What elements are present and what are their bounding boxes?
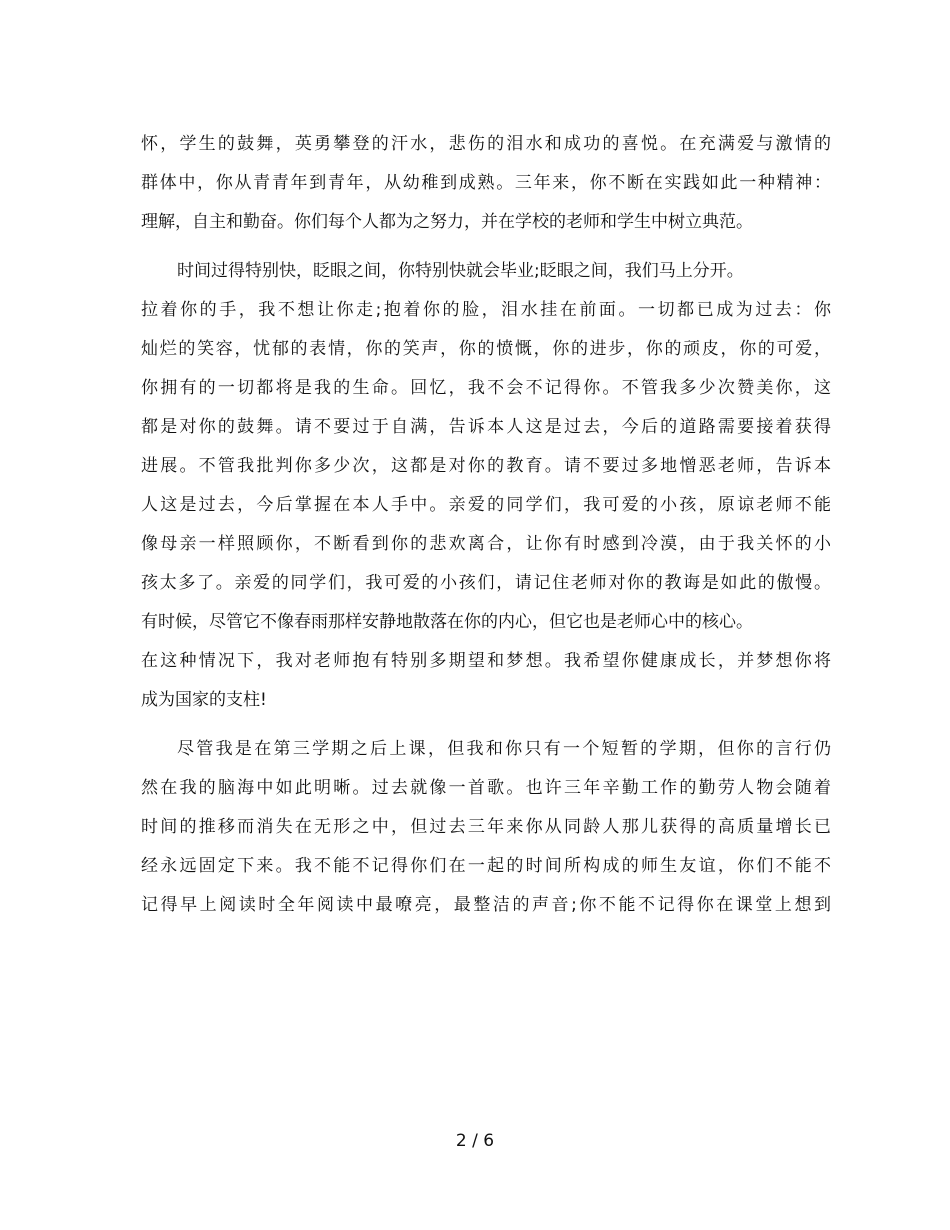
text-line: 在这种情况下，我对老师抱有特别多期望和梦想。我希望你健康成长，并梦想你将 bbox=[141, 651, 831, 671]
text-line: 经永远固定下来。我不能不记得你们在一起的时间所构成的师生友谊，你们不能不 bbox=[141, 856, 831, 876]
text-line: 尽管我是在第三学期之后上课，但我和你只有一个短暂的学期，但你的言行仍 bbox=[177, 739, 831, 759]
text-line: 群体中，你从青青年到青年，从幼稚到成熟。三年来，你不断在实践如此一种精神： bbox=[141, 173, 831, 193]
text-line: 理解，自主和勤奋。你们每个人都为之努力，并在学校的老师和学生中树立典范。 bbox=[141, 212, 753, 232]
text-line: 有时候，尽管它不像春雨那样安静地散落在你的内心，但它也是老师心中的核心。 bbox=[141, 612, 753, 632]
text-line: 都是对你的鼓舞。请不要过于自满，告诉本人这是过去，今后的道路需要接着获得 bbox=[141, 417, 831, 437]
text-line: 你拥有的一切都将是我的生命。回忆，我不会不记得你。不管我多少次赞美你，这 bbox=[141, 378, 831, 398]
text-line: 成为国家的支柱! bbox=[141, 690, 267, 710]
text-line: 时间的推移而消失在无形之中，但过去三年来你从同龄人那儿获得的高质量增长已 bbox=[141, 817, 831, 837]
text-line: 孩太多了。亲爱的同学们，我可爱的小孩们，请记住老师对你的教诲是如此的傲慢。 bbox=[141, 573, 831, 593]
paragraph-1 bbox=[141, 125, 831, 242]
text-line: 灿烂的笑容，忧郁的表情，你的笑声，你的愤慨，你的进步，你的顽皮，你的可爱， bbox=[141, 339, 831, 359]
paragraph-3 bbox=[141, 730, 831, 925]
text-line: 像母亲一样照顾你，不断看到你的悲欢离合，让你有时感到冷漠，由于我关怀的小 bbox=[141, 534, 831, 554]
paragraph-gap bbox=[141, 720, 831, 730]
body-text bbox=[141, 125, 831, 925]
text-line: 然在我的脑海中如此明晰。过去就像一首歌。也许三年辛勤工作的勤劳人物会随着 bbox=[141, 778, 831, 798]
text-line: 进展。不管我批判你多少次，这都是对你的教育。请不要过多地憎恶老师，告诉本 bbox=[141, 456, 831, 476]
paragraph-2 bbox=[141, 252, 831, 720]
text-line: 拉着你的手，我不想让你走;抱着你的脸，泪水挂在前面。一切都已成为过去：你 bbox=[141, 300, 831, 320]
paragraph-gap bbox=[141, 242, 831, 252]
text-line: 怀，学生的鼓舞，英勇攀登的汗水，悲伤的泪水和成功的喜悦。在充满爱与激情的 bbox=[141, 134, 831, 154]
text-line: 时间过得特别快，眨眼之间，你特别快就会毕业;眨眼之间，我们马上分开。 bbox=[177, 261, 744, 281]
page-number: 2 / 6 bbox=[455, 1131, 495, 1151]
text-line: 记得早上阅读时全年阅读中最嘹亮，最整洁的声音;你不能不记得你在课堂上想到 bbox=[141, 895, 831, 915]
text-line: 人这是过去，今后掌握在本人手中。亲爱的同学们，我可爱的小孩，原谅老师不能 bbox=[141, 495, 831, 515]
